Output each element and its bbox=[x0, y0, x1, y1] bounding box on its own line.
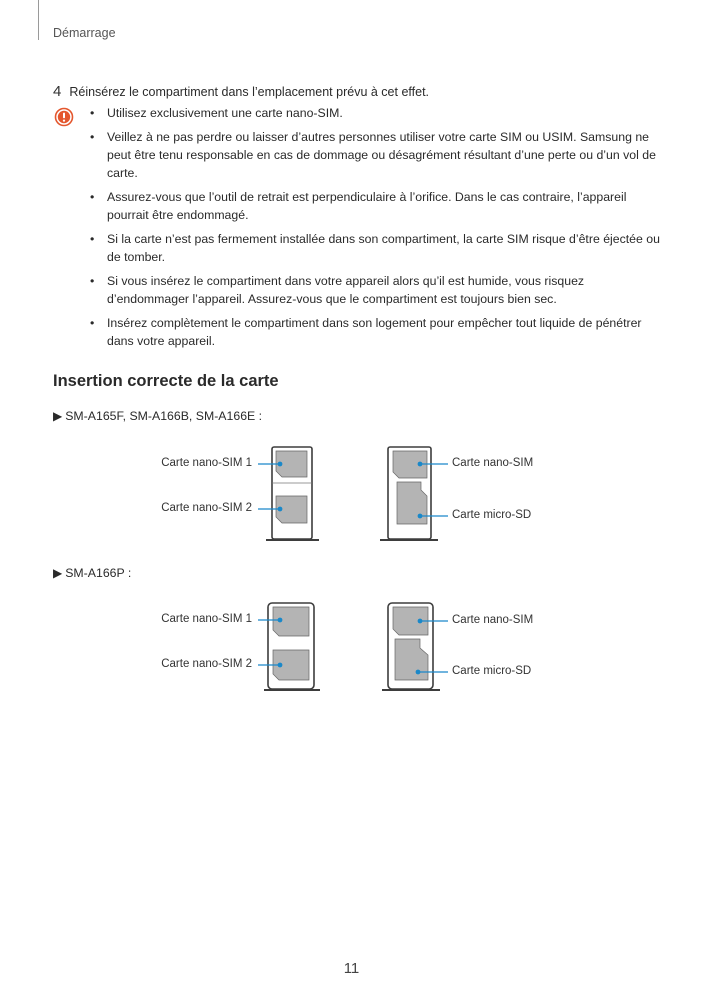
label-micro-sd: Carte micro-SD bbox=[452, 665, 532, 677]
label-nano-sim-1: Carte nano-SIM 1 bbox=[161, 457, 252, 469]
label-nano-sim: Carte nano-SIM bbox=[452, 457, 534, 469]
label-nano-sim: Carte nano-SIM bbox=[452, 614, 534, 626]
page-number: 11 bbox=[343, 960, 360, 977]
step-text: Réinsérez le compartiment dans l’emplacement prévu à cet effet. bbox=[69, 85, 430, 99]
caution-item: • Veillez à ne pas perdre ou laisser d’autres personnes utiliser votre carte SIM ou USIM. Samsung ne peut être tenu responsable en cas de dommage ou désagrément résultant d’une perte ou d’un vol de carte. bbox=[90, 128, 660, 182]
label-nano-sim-1: Carte nano-SIM 1 bbox=[161, 613, 252, 625]
triangle-bullet-icon: ▶ bbox=[53, 409, 63, 423]
label-micro-sd: Carte micro-SD bbox=[452, 509, 532, 521]
triangle-bullet-icon: ▶ bbox=[53, 566, 63, 580]
label-nano-sim-2: Carte nano-SIM 2 bbox=[161, 658, 252, 670]
caution-item: • Assurez-vous que l’outil de retrait est perpendiculaire à l’orifice. Dans le cas contraire, l’appareil pourrait être endommagé. bbox=[90, 188, 660, 224]
dual-sim-tray bbox=[258, 447, 319, 540]
caution-item: • Si la carte n’est pas fermement installée dans son compartiment, la carte SIM risque d’être éjectée ou de tomber. bbox=[90, 230, 660, 266]
sim-sd-tray bbox=[380, 447, 448, 540]
running-header: Démarrage bbox=[53, 26, 116, 40]
dual-sim-tray bbox=[258, 603, 320, 690]
sim-sd-tray bbox=[382, 603, 448, 690]
step-number: 4 bbox=[53, 83, 62, 100]
label-nano-sim-2: Carte nano-SIM 2 bbox=[161, 502, 252, 514]
model-name: SM-A165F, SM-A166B, SM-A166E : bbox=[65, 409, 263, 423]
section-title: Insertion correcte de la carte bbox=[53, 372, 279, 390]
caution-item: • Utilisez exclusivement une carte nano-SIM. bbox=[90, 104, 660, 122]
caution-item: • Si vous insérez le compartiment dans votre appareil alors qu’il est humide, vous risquez d’endommager l’appareil. Assurez-vous que le compartiment est toujours bien sec. bbox=[90, 272, 660, 308]
model-name: SM-A166P : bbox=[65, 566, 132, 580]
caution-item: • Insérez complètement le compartiment dans son logement pour empêcher tout liquide de pénétrer dans votre appareil. bbox=[90, 314, 660, 350]
